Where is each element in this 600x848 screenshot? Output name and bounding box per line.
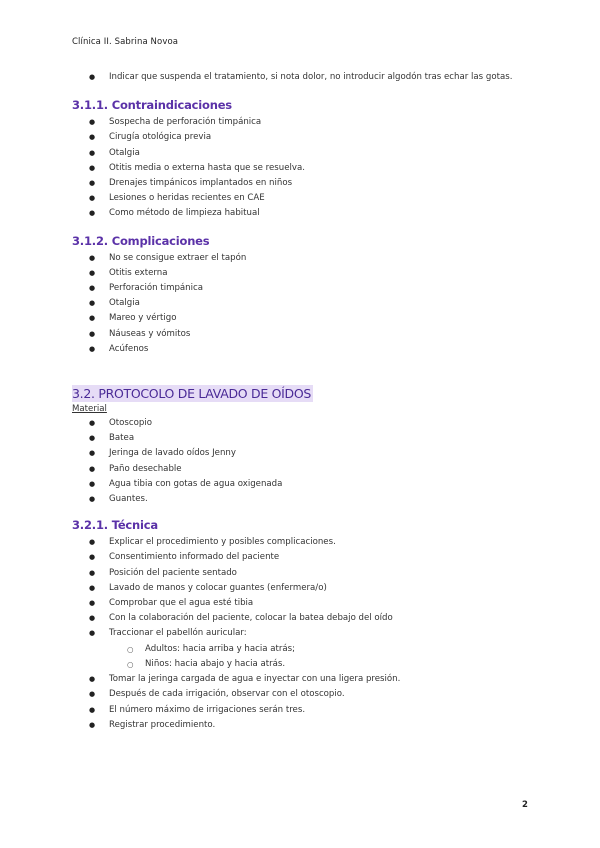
- list-item: ● Perforación timpánica: [72, 281, 542, 296]
- contraindicaciones-list: [72, 115, 542, 221]
- list-item: ● Consentimiento informado del paciente: [72, 550, 542, 565]
- list-item: ● Otalgia: [72, 296, 542, 311]
- heading-protocolo-lavado: 3.2. PROTOCOLO DE LAVADO DE OÍDOS: [72, 386, 312, 402]
- list-item: ● Sospecha de perforación timpánica: [72, 115, 542, 130]
- list-item: ● Drenajes timpánicos implantados en niños: [72, 176, 542, 191]
- list-item: ● Posición del paciente sentado: [72, 566, 542, 581]
- list-item: ● Después de cada irrigación, observar con el otoscopio.: [72, 687, 542, 702]
- list-item: ● Registrar procedimiento.: [72, 718, 542, 733]
- material-list: [72, 416, 542, 507]
- page-header: Clínica II. Sabrina Novoa: [72, 37, 179, 47]
- list-item: ● Lesiones o heridas recientes en CAE: [72, 191, 542, 206]
- material-label: Material: [72, 404, 107, 415]
- section-protocolo: [72, 383, 542, 402]
- heading-complicaciones: 3.1.2. Complicaciones: [72, 233, 210, 248]
- list-item: ● Con la colaboración del paciente, colocar la batea debajo del oído: [72, 611, 542, 626]
- page-number: 2: [522, 800, 528, 810]
- list-item: ● Indicar que suspenda el tratamiento, si nota dolor, no introducir algodón tras echar las gotas.: [72, 70, 542, 85]
- heading-tecnica: 3.2.1. Técnica: [72, 518, 158, 533]
- list-item: ● Comprobar que el agua esté tibia: [72, 596, 542, 611]
- list-item: ● Otoscopio: [72, 416, 542, 431]
- list-item: ● Agua tibia con gotas de agua oxigenada: [72, 477, 542, 492]
- list-item: ● Como método de limpieza habitual: [72, 206, 542, 221]
- sub-list-item: ○ Adultos: hacia arriba y hacia atrás;: [72, 642, 542, 657]
- list-item: ● Otitis media o externa hasta que se resuelva.: [72, 161, 542, 176]
- list-item: ● Jeringa de lavado oídos Jenny: [72, 446, 542, 461]
- list-item: ● Mareo y vértigo: [72, 311, 542, 326]
- list-item: ● Lavado de manos y colocar guantes (enfermera/o): [72, 581, 542, 596]
- list-item: ● Guantes.: [72, 492, 542, 507]
- list-item: ● Cirugía otológica previa: [72, 130, 542, 145]
- list-item: ● El número máximo de irrigaciones serán tres.: [72, 703, 542, 718]
- page-content: [72, 70, 542, 733]
- tecnica-list: [72, 535, 542, 641]
- complicaciones-list: [72, 251, 542, 357]
- traccion-sublist: [72, 642, 542, 672]
- list-item: ● Acúfenos: [72, 342, 542, 357]
- sub-list-item: ○ Niños: hacia abajo y hacia atrás.: [72, 657, 542, 672]
- list-item: ● Paño desechable: [72, 462, 542, 477]
- list-item: ● Explicar el procedimiento y posibles complicaciones.: [72, 535, 542, 550]
- list-item: ● Batea: [72, 431, 542, 446]
- intro-list: [72, 70, 542, 85]
- heading-contraindicaciones: 3.1.1. Contraindicaciones: [72, 98, 232, 113]
- list-item: ● Otitis externa: [72, 266, 542, 281]
- tecnica-list-continued: [72, 672, 542, 733]
- list-item: ● Traccionar el pabellón auricular:: [72, 626, 542, 641]
- list-item: ● Náuseas y vómitos: [72, 327, 542, 342]
- list-item: ● Otalgia: [72, 146, 542, 161]
- list-item: ● No se consigue extraer el tapón: [72, 251, 542, 266]
- list-item: ● Tomar la jeringa cargada de agua e inyectar con una ligera presión.: [72, 672, 542, 687]
